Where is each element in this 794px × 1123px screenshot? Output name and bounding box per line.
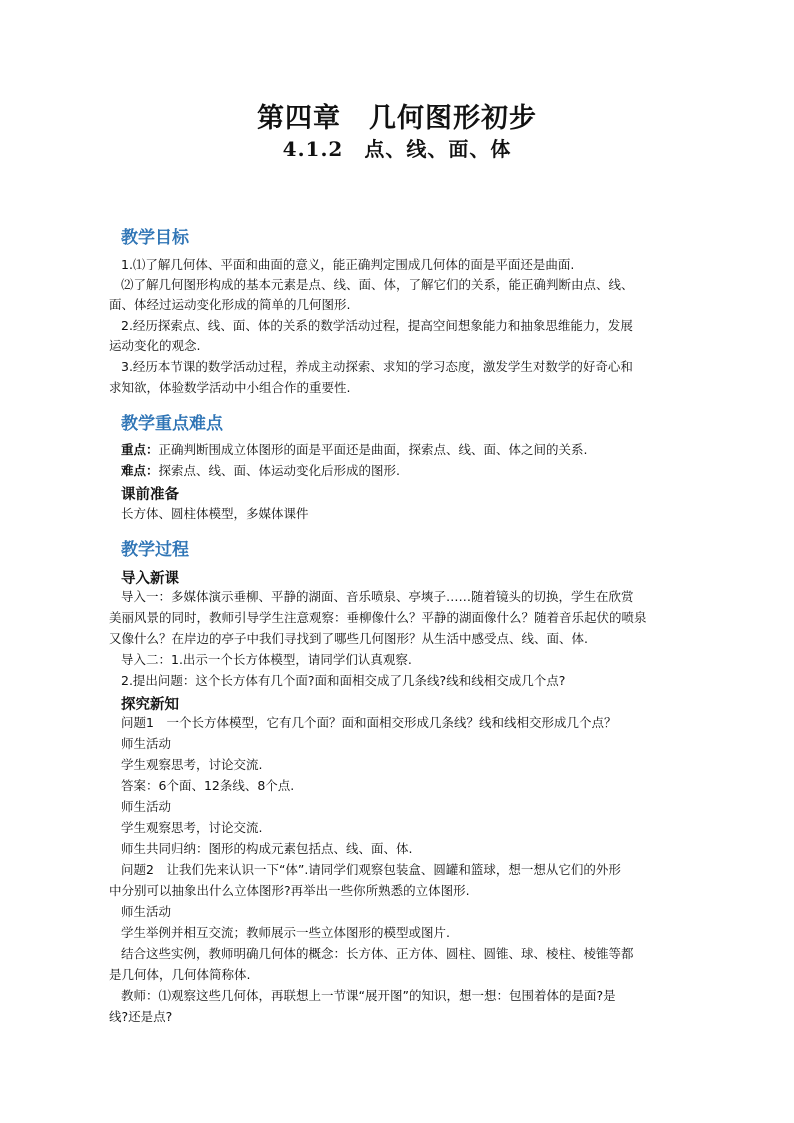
hard-point [121, 462, 400, 480]
intro-heading: 导入新课 [121, 571, 179, 587]
explore-line: 问题2 让我们先来认识一下“体”.请同学们观察包装盒、圆罐和篮球，想一想从它们的外形 [121, 862, 621, 877]
explore-line: 结合这些实例，教师明确几何体的概念：长方体、正方体、圆柱、圆锥、球、棱柱、棱锥等都 [121, 946, 634, 961]
explore-line: 线?还是点? [109, 1009, 173, 1024]
hard-point-label: 难点： [121, 463, 159, 478]
explore-line: 是几何体，几何体简称体. [109, 967, 251, 982]
goals-line: ⑵了解几何图形构成的基本元素是点、线、面、体，了解它们的关系，能正确判断由点、线、 [121, 277, 634, 292]
goals-line: 1.⑴了解几何体、平面和曲面的意义，能正确判定围成几何体的面是平面还是曲面. [121, 257, 575, 272]
goals-heading: 教学目标 [121, 228, 189, 248]
goals-line: 面、体经过运动变化形成的简单的几何图形. [109, 297, 351, 312]
explore-line: 师生活动 [121, 736, 172, 751]
explore-heading: 探究新知 [121, 697, 179, 713]
chapter-title: 第四章 几何图形初步 [257, 103, 537, 134]
intro-line: 导入一：多媒体演示垂柳、平静的湖面、音乐喷泉、亭塽子……随着镜头的切换，学生在欣赏 [121, 589, 634, 604]
explore-line: 中分别可以抽象出什么立体图形?再举出一些你所熟悉的立体图形. [109, 883, 470, 898]
section-title: 4.1.2 点、线、面、体 [282, 137, 512, 161]
explore-line: 答案：6个面、12条线、8个点. [121, 778, 295, 793]
goals-line: 3.经历本节课的数学活动过程，养成主动探索、求知的学习态度，激发学生对数学的好奇心和 [121, 359, 633, 374]
key-point [121, 441, 588, 459]
goals-line: 运动变化的观念. [109, 338, 201, 353]
intro-line: 导入二：1.出示一个长方体模型，请同学们认真观察. [121, 652, 412, 667]
explore-line: 师生活动 [121, 799, 172, 814]
explore-line: 师生共同归纳：图形的构成元素包括点、线、面、体. [121, 841, 413, 856]
intro-line: 又像什么？在岸边的亭子中我们寻找到了哪些几何图形？从生活中感受点、线、面、体. [109, 631, 588, 646]
intro-line: 美丽风景的同时，教师引导学生注意观察：垂柳像什么？平静的湖面像什么？随着音乐起伏的喷泉 [109, 610, 647, 625]
explore-line: 教师：⑴观察这些几何体，再联想上一节课“展开图”的知识，想一想：包围着体的是面?是 [121, 988, 616, 1003]
intro-line: 2.提出问题：这个长方体有几个面?面和面相交成了几条线?线和线相交成几个点? [121, 673, 566, 688]
key-point-text: 正确判断围成立体图形的面是平面还是曲面，探索点、线、面、体之间的关系. [158, 442, 588, 457]
explore-line: 师生活动 [121, 904, 172, 919]
prep-text: 长方体、圆柱体模型，多媒体课件 [121, 506, 309, 521]
explore-line: 学生观察思考，讨论交流. [121, 757, 263, 772]
prep-heading: 课前准备 [121, 487, 179, 503]
keypoints-heading: 教学重点难点 [121, 414, 223, 434]
goals-line: 求知欲，体验数学活动中小组合作的重要性. [109, 380, 351, 395]
goals-line: 2.经历探索点、线、面、体的关系的数学活动过程，提高空间想象能力和抽象思维能力，发展 [121, 318, 633, 333]
explore-line: 学生观察思考，讨论交流. [121, 820, 263, 835]
explore-line: 问题1 一个长方体模型，它有几个面？面和面相交形成几条线？线和线相交形成几个点？ [121, 715, 617, 730]
explore-line: 学生举例并相互交流；教师展示一些立体图形的模型或图片. [121, 925, 450, 940]
hard-point-text: 探索点、线、面、体运动变化后形成的图形. [158, 463, 400, 478]
key-point-label: 重点： [121, 442, 159, 457]
process-heading: 教学过程 [121, 540, 189, 560]
